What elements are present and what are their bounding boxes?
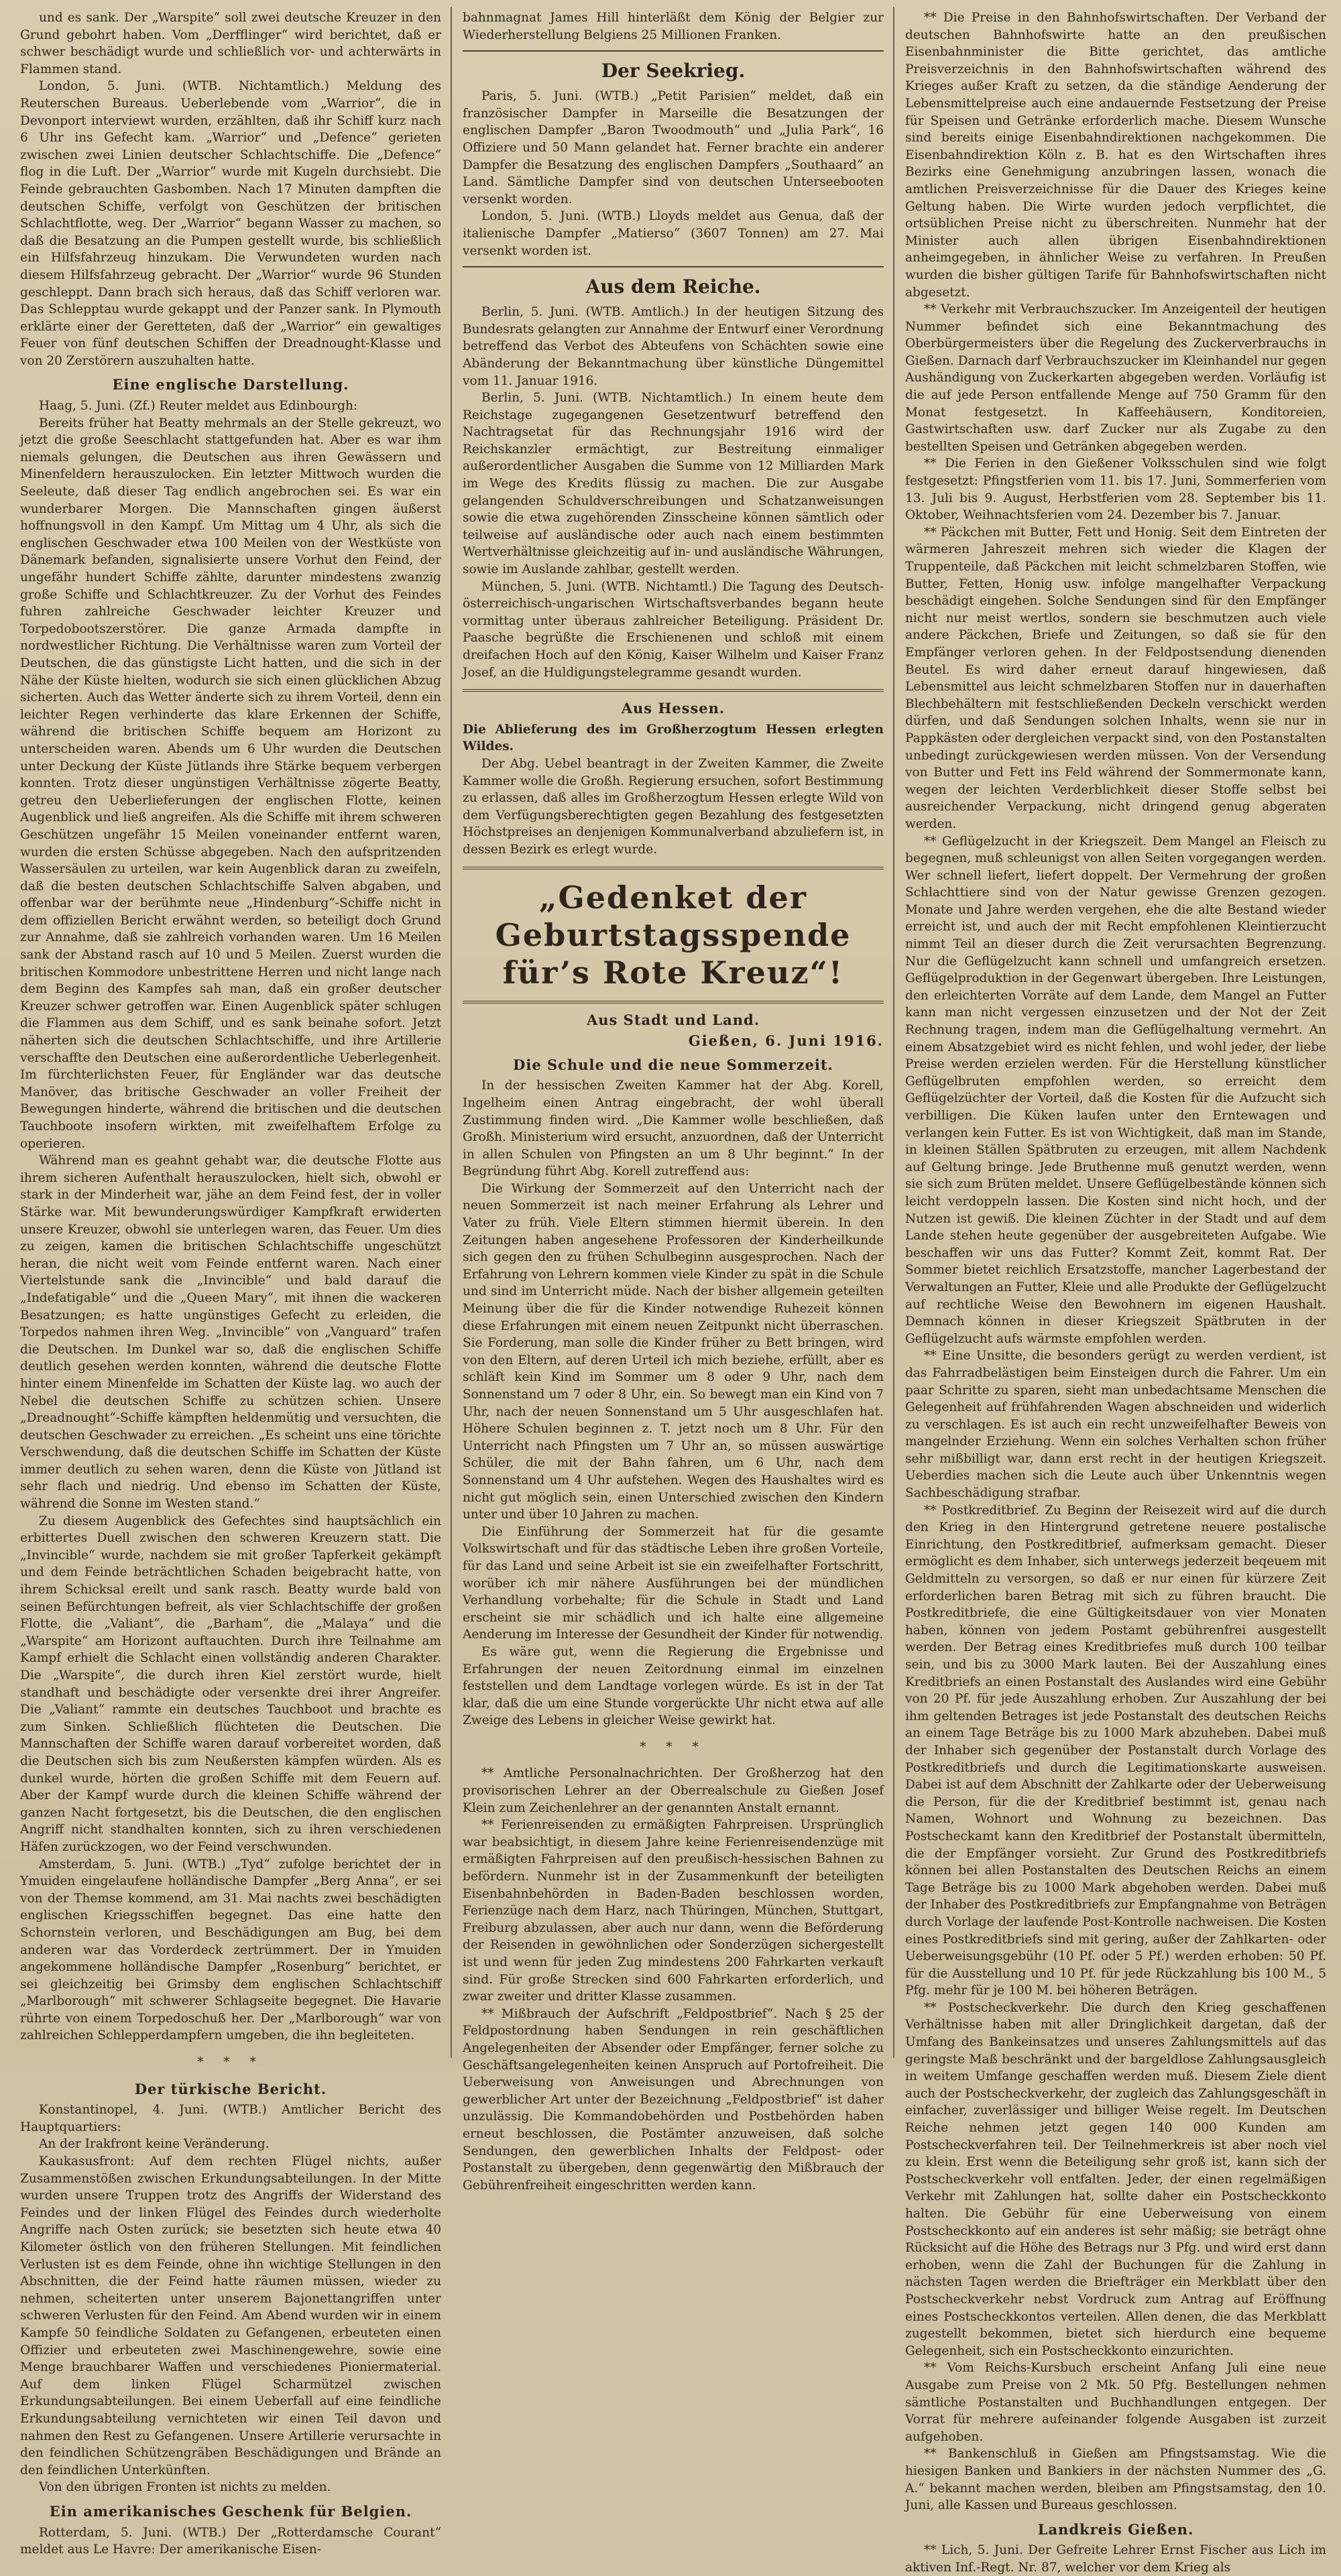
article-paragraph: ** Die Ferien in den Gießener Volksschulen sind wie folgt festgesetzt: Pfingstferien vom 11. bis 17. Juni, Sommerferien vom 13. Juli bis 9. August, Herbstferien vom 28. September bis 11. Oktober, Weihnachtsferien vom 24. Dezember bis 7. Januar. [905,456,1326,523]
article-paragraph: Berlin, 5. Juni. (WTB. Amtlich.) In der heutigen Sitzung des Bundesrats gelangten zur Annahme der Entwurf einer Verordnung betreffend das Verbot des Abteufens von Schächten sowie eine Abänderung der Bekanntmachung über künstliche Düngemittel vom 11. Januar 1916. [463,305,884,388]
double-rule [463,1001,884,1003]
separator-stars: * * * [640,1739,707,1754]
article-paragraph: Während man es geahnt gehabt war, die deutsche Flotte aus ihrem sicheren Aufenthalt herauszulocken, hielt sich, obwohl er stark in der Minderheit war, jähe an dem Feind fest, der in voller Stärke war. Mit bewunderungswürdiger Kampfkraft erwiderten unsere Kreuzer, obwohl sie unterlegen waren, das Feuer. Um dies zu zeigen, kamen die britischen Schlachtschiffe ungeschützt heran, die nicht weit vom Feinde entfernt waren. Nach einer Viertelstunde sank die „Invincible“ und bald darauf die „Indefatigable“ und die „Queen Mary“, mit ihnen die wackeren Besatzungen; es hatte ungünstiges Gefecht zu erleiden, die Torpedos nahmen ihren Weg. „Invincible“ von „Vanguard“ trafen die Deutschen. Im Dunkel war so, daß die englischen Schiffe deutlich gesehen werden konnten, während die deutsche Flotte hinter einem Minenfelde im Schatten der Küste lag. wo auch der Nebel die deutschen Schiffe zu schützen schien. Unsere „Dreadnought“-Schiffe kämpften heldenmütig und versuchten, die deutschen Geschwader zu erreichen. „Es scheint uns eine törichte Verschwendung, daß die deutschen Schiffe im Schatten der Küste immer deutlich zu sehen waren, denn die Küste von Jütland ist sehr flach und niedrig. Und ebenso im Schatten der Küste, während die Sonne im Westen stand.“ [20,1154,441,1512]
article-paragraph: Bereits früher hat Beatty mehrmals an der Stelle gekreuzt, wo jetzt die große Seeschlacht stattgefunden hat. Aber es war ihm niemals gelungen, die Deutschen aus ihren Gewässern und Minenfeldern herauszulocken. Ein letzter Mittwoch wurden die Seeleute, daß dieser Tag endlich angebrochen sei. Es war ein wunderbarer Morgen. Die Mannschaften gingen äußerst hoffnungsvoll in den Kampf. Um Mittag um 4 Uhr, als sich die englischen Geschwader etwa 100 Meilen von der Westküste von Dänemark befanden, signalisierte unsere Vorhut den Feind, der ungefähr hundert Schiffe zählte, darunter mindestens zwanzig große Schiffe und Schlachtkreuzer. Zu der Vorhut des Feindes fuhren zahlreiche Geschwader leichter Kreuzer und Torpedobootszerstörer. Die ganze Armada dampfte in nordwestlicher Richtung. Die Verhältnisse waren zum Vorteil der Deutschen, die das günstigste Licht hatten, und die sich in der Nähe der Küste hielten, wodurch sie sich einen glücklichen Abzug sicherten. Auch das Wetter änderte sich zu ihrem Vorteil, denn ein leichter Regen verhinderte das klare Erkennen der Schiffe, während die britischen Schiffe bequem am Horizont zu unterscheiden waren. Abends um 6 Uhr wurden die Deutschen unter Deckung der Küste Jütlands ihre Stärke bequem verbergen konnten. Trotz dieser ungünstigen Verhältnisse zögerte Beatty, getreu den Ueberlieferungen der englischen Flotte, keinen Augenblick und ließ angreifen. Als die Schiffe mit ihrem schweren Geschützen ungefähr 15 Meilen voneinander entfernt waren, wurden die ersten Schüsse abgegeben. Nach den aufspritzenden Wassersäulen zu urteilen, war kein Augenblick daran zu zweifeln, daß die besten deutschen Schlachtschiffe Salven abgaben, und offenbar war der berühmte neue „Hindenburg“-Schiffe nicht in dem offiziellen Bericht erwähnt werden, so beteiligt doch Grund zur Annahme, daß sie zahlreich vorhanden waren. Um 16 Meilen sank der Abstand rasch auf 10 und 5 Meilen. Zuerst wurden die britischen Kommodore unbestrittene Herren und nicht lange nach dem Beginn des Kampfes sah man, daß ein großer deutscher Kreuzer schwer getroffen war. Einen Augenblick später schlugen die Flammen aus dem Schiff, und es sank beinahe sofort. Jetzt näherten sich die deutschen Schlachtschiffe, und ihre Artillerie verschaffte den Deutschen eine außerordentliche Ueberlegenheit. Im fürchterlichsten Feuer, für Engländer war das deutsche Manöver, das britische Geschwader an voller Freiheit der Bewegungen hinderte, während die britischen und die deutschen Tauchboote insofern wirkten, mit zweifelhaftem Erfolge zu operieren. [20,416,441,1151]
article-paragraph: ** Geflügelzucht in der Kriegszeit. Dem Mangel an Fleisch zu begegnen, muß schleunigst von allen Seiten vorgegangen werden. Wer schnell liefert, liefert doppelt. Der Vermehrung der großen Schlachttiere sind von der Natur gewisse Grenzen gezogen. Monate und Jahre werden vergehen, ehe die alte Bestand wieder erreicht ist, und auch der mit Recht empfohlenen Kleintierzucht nimmt Teil an dieser durch die Zeit verursachten Begrenzung. Nur die Geflügelzucht kann schnell und umfangreich ersetzen. Geflügelproduktion in der Gegenwart übergeben. Ihre Leistungen, den erleichterten Vorräte auf dem Lande, dem Mangel an Futter kann man nicht vergessen einzusetzen und der Not der Zeit Rechnung tragen, indem man die Geflügelhaltung vermehrt. An einem Absatzgebiet wird es nicht fehlen, und wohl jeder, der liebe Preise werden erzielen werden. Für die Herstellung künstlicher Geflügelbruten empfohlen werden, so erreicht dem Geflügelzüchter der Vorteil, daß die Kosten für die Aufzucht sich verbilligen. Die Küken laufen unter den Erntewagen und verlangen kein Futter. Es ist von Wichtigkeit, daß man im Stande, in kleinen Ställen Spätbruten zu erzeugen, mit allem Nachdenk auf Geltung bringe. Jede Bruthenne muß genutzt werden, wenn sie sich zum Brüten meldet. Unsere Geflügelbestände können sich leicht verdoppeln lassen. Die Kosten sind nicht hoch, und der Nutzen ist gewiß. Die kleinen Züchter in der Stadt und auf dem Lande stehen heute gegenüber der ausgebreiteten Aufgabe. Wie beschaffen wir uns das Futter? Kommt Zeit, kommt Rat. Der Sommer bietet reichlich Ersatzstoffe, mancher Lagerbestand der Verwaltungen an Futter, Kleie und alle Produkte der Geflügelzucht auf rechtliche Weise den Bewohnern im eigenen Haushalt. Demnach können in dieser Kriegszeit Spätbruten in der Geflügelzucht aufs wärmste empfohlen werden. [905,834,1326,1346]
section-heading: Die Schule und die neue Sommerzeit. [513,1056,833,1073]
article-paragraph: Es wäre gut, wenn die Regierung die Ergebnisse und Erfahrungen der neuen Zeitordnung einmal im einzelnen feststellen und dem Landtage vorlegen würde. Es ist in der Tat klar, daß die um eine Stunde vorgerückte Uhr nicht etwa auf alle Zweige des Lebens in gleicher Weise gewirkt hat. [463,1644,884,1728]
article-paragraph: In der hessischen Zweiten Kammer hat der Abg. Korell, Ingelheim einen Antrag eingebracht, der wohl überall Zustimmung finden wird. „Die Kammer wolle beschließen, daß Großh. Ministerium wird ersucht, anzuordnen, daß der Unterricht in allen Schulen von Pfingsten an um 8 Uhr beginnt.“ In der Begründung führt Abg. Korell zutreffend aus: [463,1079,884,1179]
article-paragraph: Konstantinopel, 4. Juni. (WTB.) Amtlicher Bericht des Hauptquartiers: [20,2103,441,2134]
section-heading: Landkreis Gießen. [1037,2520,1194,2538]
article-paragraph: Die Ablieferung des im Großherzogtum Hessen erlegten Wildes. [463,722,884,754]
article-paragraph: ** Eine Unsitte, die besonders gerügt zu werden verdient, ist das Fahrradbelästigen beim Einsteigen durch die Fahrer. Um ein paar Schritte zu sparen, sieht man unbedachtsame Menschen die Gelegenheit auf frühfahrenden Wagen abschneiden und widerlich zu verschlagen. Es ist auch ein recht unzweifelhafter Beweis von mangelnder Erziehung. Wenn ein solches Verhalten schon früher sehr mißbilligt war, dann erst recht in der heutigen Kriegszeit. Ueberdies machen sich die Leute auch über Unkenntnis wegen Sachbeschädigung strafbar. [905,1349,1326,1501]
article-paragraph: ** Postkreditbrief. Zu Beginn der Reisezeit wird auf die durch den Krieg in den Hintergrund getretene neuere postalische Einrichtung, den Postkreditbrief, aufmerksam gemacht. Dieser ermöglicht es dem Inhaber, sich unterwegs jederzeit beqeuem mit Geldmitteln zu versorgen, so daß er nur einen für kürzere Zeit erforderlichen baren Betrag mit sich zu führen braucht. Die Postkreditbriefe, die eine Gültigkeitsdauer von vier Monaten haben, können von jedem Postamt gebührenfrei ausgestellt werden. Der Betrag eines Kreditbriefes muß durch 100 teilbar sein, und bis zu 3000 Mark lauten. Bei der Auszahlung eines Kreditbriefs an einen Postanstalt des Auslandes wird eine Gebühr von 20 Pf. für jede Auszahlung erhoben. Zur Auszahlung der bei ihm geltenden Betrages ist jede Postanstalt des deutschen Reichs an einem Tage Beträge bis zu 1000 Mark abzuheben. Dabei muß der Inhaber sich gegenüber der Postanstalt durch Vorlage des Postkreditbriefs und durch die Legitimationskarte ausweisen. Dabei ist auf dem Abschnitt der Zahlkarte oder der Ueberweisung die Person, für die der Kreditbrief bestimmt ist, genau nach Namen, Wohnort und Wohnung zu bezeichnen. Das Postscheckamt kann den Kreditbrief der Postanstalt übermitteln, die der Empfänger vorsieht. Zur Grund des Postkreditbriefs können bei allen Postanstalten des Deutschen Reichs an einem Tage Beträge bis zu 1000 Mark abgehoben werden. Dabei muß der Inhaber des Postkreditbriefs zur Empfangnahme von Beträgen durch Vorlage der laufende Post-Kontrolle nachweisen. Die Kosten eines Postkreditbriefs sind mit gering, außer der Zahlkarten- oder Ueberweisungsgebühr (10 Pf. oder 5 Pf.) werden erhoben: 50 Pf. für die Ausstellung und 10 Pf. für jede Rückzahlung bis 100 M., 5 Pfg. mehr für je 100 M. bei höheren Beträgen. [905,1503,1326,1998]
section-heading: Ein amerikanisches Geschenk für Belgien. [49,2502,412,2520]
double-rule [463,867,884,869]
article-paragraph: bahnmagnat James Hill hinterläßt dem König der Belgier zur Wiederherstellung Belgiens 25 Millionen Franken. [463,11,884,42]
section-title: Der Seekrieg. [601,60,746,82]
double-rule [463,689,884,692]
column-rule [893,7,894,2058]
article-paragraph: ** Postscheckverkehr. Die durch den Krieg geschaffenen Verhältnisse haben mit aller Dringlichkeit dargetan, daß der Umfang des Bankeinsatzes und unseres Zahlungsmittels auf das geringste Maß beschränkt und der bargeldlose Zahlungsausgleich in weitem Umfange geschaffen werden muß. Diesem Ziele dient auch der Postscheckverkehr, der zugleich das Zahlungsgeschäft in einfacher, zuverlässiger und billiger Weise regelt. Im Deutschen Reiche nehmen jetzt gegen 140 000 Kunden am Postscheckverfahren teil. Der Teilnehmerkreis ist aber noch viel zu klein. Erst wenn die Beteiligung sehr groß ist, kann sich der Postscheckverkehr voll entfalten. Jeder, der einen regelmäßigen Verkehr mit Zahlungen hat, sollte daher ein Postscheckkonto halten. Die Gebühr für eine Ueberweisung von einem Postscheckkonto auf ein anderes ist sehr mäßig; sie beträgt ohne Rücksicht auf die Höhe des Betrags nur 3 Pfg. und wird erst dann erhoben, wenn die Zahl der Buchungen für die Zahlung in nächsten Tagen werden die Briefträger ein Merkblatt über den Postscheckverkehr nebst Vordruck zum Antrag auf Eröffnung eines Postscheckkontos verteilen. Allen denen, die das Merkblatt zugestellt bekommen, bietet sich hierdurch eine bequeme Gelegenheit, sich ein Postscheckkonto einzurichten. [905,2000,1326,2358]
article-paragraph: Rotterdam, 5. Juni. (WTB.) Der „Rotterdamsche Courant“ meldet aus Le Havre: Der amerikanische Eisen- [20,2525,441,2557]
article-paragraph: und es sank. Der „Warspite“ soll zwei deutsche Kreuzer in den Grund gebohrt haben. Vom „Derfflinger“ wird berichtet, daß er schwer beschädigt wurde und schließlich vor- und achterwärts in Flammen stand. [20,11,441,76]
section-heading: Eine englische Darstellung. [112,376,349,393]
article-paragraph: ** Mißbrauch der Aufschrift „Feldpostbrief“. Nach § 25 der Feldpostordnung haben Sendungen in rein geschäftlichen Angelegenheiten der Absender oder Empfänger, ferner solche zu Geschäftsangelegenheiten keinen Anspruch auf Portofreiheit. Die Ueberweisung von Anweisungen und Abrechnungen von gewerblicher Art unter der Bezeichnung „Feldpostbrief“ ist daher unzulässig. Die Kommandobehörden und Postbehörden haben erneut beschlossen, die Postämter anzuweisen, daß solche Sendungen, den gewerblichen Inhalts der Feldpost- oder Postanstalt zu übergeben, denn gegenwärtig den Mißbrauch der Gebührenfreiheit eingeschritten werden kann. [463,2006,884,2193]
article-paragraph: ** Amtliche Personalnachrichten. Der Großherzog hat den provisorischen Lehrer an der Oberrealschule zu Gießen Josef Klein zum Zeichenlehrer an der genannten Anstalt ernannt. [463,1766,884,1815]
column-left [20,9,441,2557]
separator-stars: * * * [197,2055,264,2070]
article-paragraph: ** Lich, 5. Juni. Der Gefreite Lehrer Ernst Fischer aus Lich im aktiven Inf.-Regt. Nr. 87, welcher vor dem Krieg als [905,2543,1326,2575]
article-paragraph: Die Einführung der Sommerzeit hat für die gesamte Volkswirtschaft und für das städtische Leben ihre großen Vorteile, für das Land und seine Arbeit ist sie ein zweifelhafter Fortschritt, worüber ich mir nähere Ausführungen bei der mündlichen Verhandlung vorbehalte; für die Schule in Stadt und Land erscheint sie mir schädlich und ich halte eine allgemeine Aenderung im Interesse der Gesundheit der Kinder für notwendig. [463,1524,884,1642]
article-paragraph: ** Die Preise in den Bahnhofswirtschaften. Der Verband der deutschen Bahnhofswirte hatte an den preußischen Eisenbahnminister die Bitte gerichtet, das amtliche Preisverzeichnis in den Bahnhofswirtschaften während des Krieges außer Kraft zu setzen, da die ständige Aenderung der Lebensmittelpreise auch eine andauernde Festsetzung der Preise für Speisen und Getränke erforderlich mache. Diesem Wunsche sind bereits einige Eisenbahndirektionen nachgekommen. Die Eisenbahndirektion Köln z. B. hat es den Wirtschaften ihres Bezirks eine Genehmigung anzubringen lassen, wonach die amtlichen Preisverzeichnisse für die Dauer des Krieges keine Geltung haben. Die Wirte wurden jedoch verpflichtet, die ortsüblichen Preise nicht zu überschreiten. Nunmehr hat der Minister auch allen übrigen Eisenbahndirektionen anheimgegeben, in ähnlicher Weise zu verfahren. In Preußen wurden die bisher gültigen Tarife für Bahnhofswirtschaften nicht abgesetzt. [905,11,1326,300]
article-paragraph: London, 5. Juni. (WTB.) Lloyds meldet aus Genua, daß der italienische Dampfer „Matierso“ (3607 Tonnen) am 27. Mai versenkt worden ist. [463,209,884,258]
article-paragraph: Die Wirkung der Sommerzeit auf den Unterricht nach der neuen Sommerzeit ist nach meiner Erfahrung als Lehrer und Vater zu früh. Viele Eltern stimmen hiermit überein. In den Zeitungen haben angesehene Professoren der Kinderheilkunde sich gegen den zu frühen Schulbeginn ausgesprochen. Nach der Erfahrung von Lehrern kommen viele Kinder zu spät in die Schule und sind im Unterricht müde. Nach der bisher allgemein geteilten Meinung über die für die Kinder notwendige Ruhezeit können diese Erfahrungen mit einem neuen Zeitpunkt nicht überraschen. Sie Forderung, man solle die Kinder früher zu Bett bringen, wird von den Eltern, auf deren Urteil ich mich beziehe, erfüllt, aber es schläft kein Kind im Sommer um 8 oder 9 Uhr, nach dem Sonnenstand um 7 oder 8 Uhr, ein. So bewegt man ein Kind von 7 Uhr, nach der neuen Sonnenstand um 5 Uhr ausgeschlafen hat. Höhere Schulen beginnen z. T. jetzt noch um 8 Uhr. Für den Unterricht nach Pfingsten um 7 Uhr an, so müssen auswärtige Schüler, die mit der Bahn fahren, um 6 Uhr, nach dem Sonnenstand um 4 Uhr aufstehen. Wegen des Haushaltes wird es nicht gut möglich sein, einen Unterschied zwischen den Kindern unter und über 10 Jahren zu machen. [463,1181,884,1522]
article-paragraph: Haag, 5. Juni. (Zf.) Reuter meldet aus Edinbourgh: [39,399,358,414]
article-paragraph: Amsterdam, 5. Juni. (WTB.) „Tyd“ zufolge berichtet der in Ymuiden eingelaufene holländische Dampfer „Berg Anna“, er sei von der Themse kommend, am 31. Mai nachts zwei beschädigten englischen Kriegsschiffen begegnet. Das eine hatte den Schornstein verloren, und Beschädigungen am Bug, bei dem anderen war das Vorderdeck zertrümmert. Der in Ymuiden angekommene holländische Dampfer „Rosenburg“ berichtet, er sei gleichzeitig bei Grimsby dem englischen Schlachtschiff „Marlborough“ mit schwerer Schlagseite begegnet. Die Havarie rührte von einem Torpedoschuß her. Der „Marlborough“ war von zahlreichen Schlepperdampfern umgeben, die ihn begleiteten. [20,1857,441,2043]
article-paragraph: ** Ferienreisenden zu ermäßigten Fahrpreisen. Ursprünglich war beabsichtigt, in diesem Jahre keine Ferienreisendenzüge mit ermäßigten Fahrpreisen auf den preußisch-hessischen Bahnen zu befördern. Nunmehr ist in der Zusammenkunft der beteiligten Eisenbahnbehörden in Baden-Baden beschlossen worden, Ferienzüge nach dem Harz, nach Thüringen, München, Stuttgart, Freiburg abzulassen, aber auch nur dann, wenn die Beförderung der Reisenden in gewöhnlichen oder Sonderzügen sichergestellt ist und wenn für jeden Zug mindestens 200 Fahrkarten verkauft sind. Für große Strecken sind 600 Fahrkarten erforderlich, und zwar zweiter und dritter Klasse zusammen. [463,1818,884,2004]
dateline: Gießen, 6. Juni 1916. [688,1032,884,1050]
article-paragraph: London, 5. Juni. (WTB. Nichtamtlich.) Meldung des Reuterschen Bureaus. Ueberlebende vom „Warrior“, die in Devonport interviewt wurden, erzählten, daß ihr Schiff kurz nach 6 Uhr ins Gefecht kam. „Warrior“ und „Defence“ gerieten zwischen zwei Linien deutscher Schlachtschiffe. Die „Defence“ flog in die Luft. Der „Warrior“ wurde mit Kugeln durchsiebt. Die Feinde gebrauchten Gasbomben. Nach 17 Minuten dampften die deutschen Schiffe, verfolgt von Geschützen der britischen Schlachtflotte, weg. Der „Warrior“ begann Wasser zu machen, so daß die Besatzung an die Pumpen gestellt wurde, bis schließlich ein Hilfsfahrzeug hinzukam. Die Verwundeten wurden nach diesem Hilfsfahrzeug gebracht. Der „Warrior“ wurde 96 Stunden geschleppt. Dann brach sich heraus, daß das Schiff verloren war. Das Schlepptau wurde gekappt und der Panzer sank. In Plymouth erklärte einer der Geretteten, daß der „Warrior“ ein gewaltiges Feuer von fünf deutschen Schiffen der Dreadnought-Klasse und von 20 Zerstörern auszuhalten hatte. [20,79,441,368]
column-right [905,9,1326,2575]
article-paragraph: Kaukasusfront: Auf dem rechten Flügel nichts, außer Zusammenstößen zwischen Erkundungsabteilungen. In der Mitte wurden unsere Truppen trotz des Angriffs der Widerstand des Feindes und der linken Flügel des Feindes durch wiederholte Angriffe nach Osten zurück; sie besetzten sich heute etwa 40 Kilometer östlich von den früheren Stellungen. Mit feindlichen Verlusten ist es dem Feinde, ohne ihn wichtige Stellungen in den Abschnitten, die der Feind hatte räumen müssen, wieder zu nehmen, scheiterten unter unserem Bajonettangriffen unter schweren Verlusten für den Feind. Am Abend wurden wir in einem Kampfe 50 feindliche Soldaten zu Gefangenen, erbeuteten einen Offizier und erbeuteten zwei Maschinengewehre, sowie eine Menge brauchbarer Waffen und verschiedenes Pioniermaterial. Auf dem linken Flügel Scharmützel zwischen Erkundungsabteilungen. Bei einem Ueberfall auf eine feindliche Erkundungsabteilung vernichteten wir einen Teil davon und nahmen den Rest zu Gefangenen. Unsere Artillerie verursachte in den feindlichen Schützengräben Beschädigungen und Brände an den feindlichen Unterkünften. [20,2154,441,2477]
article-paragraph: München, 5. Juni. (WTB. Nichtamtl.) Die Tagung des Deutsch-österreichisch-ungarischen Wirtschaftsverbandes begann heute vormittag unter überaus zahlreicher Beteiligung. Präsident Dr. Paasche begrüßte die Erschienenen und schloß mit einem dreifachen Hoch auf den König, Kaiser Wilhelm und Kaiser Franz Josef, an die Huldigungstelegramme gesandt wurden. [463,579,884,680]
article-paragraph: ** Vom Reichs-Kursbuch erscheint Anfang Juli eine neue Ausgabe zum Preise von 2 Mk. 50 Pfg. Bestellungen nehmen sämtliche Postanstalten und Buchhandlungen entgegen. Der Vorrat für mehrere aufeinander folgende Ausgaben ist zurzeit aufgehoben. [905,2361,1326,2444]
article-paragraph: ** Verkehr mit Verbrauchszucker. Im Anzeigenteil der heutigen Nummer befindet sich eine Bekanntmachung des Oberbürgermeisters über die Regelung des Zuckerverbrauchs in Gießen. Darnach darf Verbrauchszucker im Kleinhandel nur gegen Aushändigung von Zuckerkarten abgegeben werden. Vorläufig ist die auf jede Person entfallende Menge auf 750 Gramm für den Monat festgesetzt. In Kaffeehäusern, Konditoreien, Gastwirtschaften usw. darf Zucker nur als Zugabe zu den bestellten Speisen und Getränken abgegeben werden. [905,302,1326,454]
horizontal-rule [463,50,884,52]
article-paragraph: ** Päckchen mit Butter, Fett und Honig. Seit dem Eintreten der wärmeren Jahreszeit mehren sich wieder die Klagen der Truppenteile, daß Päckchen mit leicht schmelzbaren Stoffen, wie Butter, Fetten, Honig usw. infolge mangelhafter Verpackung beschädigt eingehen. Solche Sendungen sind für den Empfänger nicht nur meist wertlos, sondern sie beschmutzen auch viele andere Päckchen, Briefe und Zeitungen, so daß sie für den Empfänger verloren gehen. In der Feldpostsendung dienenden Beutel. Es wird daher erneut darauf hingewiesen, daß Lebensmittel aus leicht schmelzbaren Stoffen nur in dauerhaften Blechbehältern mit festschließenden Deckeln verschickt werden dürfen, und daß Sendungen solchen Inhalts, wenn sie nur in Pappkästen oder dergleichen verpackt sind, von den Postanstalten unbedingt zurückgewiesen werden müssen. Von der Versendung von Butter und Fett ins Feld während der Sommermonate kann, wegen der leichten Verderblichkeit dieser Stoffe selbst bei ausreichender Verpackung, nicht dringend genug abgeraten werden. [905,525,1326,831]
article-paragraph: Zu diesem Augenblick des Gefechtes sind hauptsächlich ein erbittertes Duell zwischen den schweren Kreuzern statt. Die „Invincible“ wurde, nachdem sie mit großer Tapferkeit gekämpft und dem Feinde beträchtlichen Schaden beigebracht hatte, von ihrem Schicksal ereilt und sank rasch. Beatty wurde bald von seinen Befürchtungen befreit, als vier Schlachtschiffe der großen Flotte, die „Valiant“, die „Barham“, die „Malaya“ und die „Warspite“ am Horizont auftauchten. Durch ihre Teilnahme am Kampf erhielt die Schlacht einen vollständig anderen Charakter. Die „Warspite“, die durch ihren Kiel zerstört wurde, hielt standhaft und beschädigte oder versenkte drei ihrer Angreifer. Die „Valiant“ rammte ein deutsches Tauchboot und brachte es zum Sinken. Schließlich flüchteten die Deutschen. Die Mannschaften der Schiffe waren darauf vorbereitet worden, daß die Deutschen sich bis zum Neußersten kämpfen würden. Als es dunkel wurde, hörten die großen Schiffe mit dem Feuern auf. Aber der Kampf wurde durch die kleinen Schiffe während der ganzen Nacht fortgesetzt, bis die Deutschen, die den englischen Angriff nicht standhalten konnten, sich zu ihren verschiedenen Häfen zurückzogen, wo der Feind verschwunden. [20,1514,441,1854]
column-rule [451,7,452,2058]
column-middle [463,9,884,2193]
section-title: Aus dem Reiche. [585,275,761,298]
article-paragraph: Von den übrigen Fronten ist nichts zu melden. [39,2480,331,2495]
section-heading: Aus Stadt und Land. [586,1011,760,1028]
article-paragraph: ** Bankenschluß in Gießen am Pfingstsamstag. Wie die hiesigen Banken und Bankiers in der nächsten Nummer des „G. A.“ bekannt machen werden, bleiben am Pfingstsamstag, den 10. Juni, alle Kassen und Bureaus geschlossen. [905,2447,1326,2513]
article-paragraph: Paris, 5. Juni. (WTB.) „Petit Parisien“ meldet, daß ein französischer Dampfer in Marseille die Besatzungen der englischen Dampfer „Baron Twoodmouth“ und „Julia Park“, 16 Offiziere und 50 Mann gelandet hat. Ferner brachte ein anderer Dampfer die Besatzung des englischen Dampfers „Southaard“ an Land. Sämtliche Dampfer sind von deutschen Unterseebooten versenkt worden. [463,89,884,206]
article-paragraph: Der Abg. Uebel beantragt in der Zweiten Kammer, die Zweite Kammer wolle die Großh. Regierung ersuchen, sofort Bestimmung zu erlassen, daß alles im Großherzogtum Hessen erlegte Wild von dem Verfügungsberechtigten gegen Bezahlung des festgesetzten Höchstpreises an denjenigen Kommunalverband abzuliefern ist, in dessen Bezirk es erlegt wurde. [463,756,884,857]
section-heading: Der türkische Bericht. [134,2080,327,2097]
section-heading: Aus Hessen. [621,700,725,717]
article-paragraph: Berlin, 5. Juni. (WTB. Nichtamtlich.) In einem heute dem Reichstage zugegangenen Gesetzentwurf betreffend den Nachtragsetat für das Rechnungsjahr 1916 wird der Reichskanzler ermächtigt, zur Bestreitung einmaliger außerordentlicher Ausgaben die Summe von 12 Milliarden Mark im Wege des Kredits flüssig zu machen. Die zur Ausgabe gelangenden Schuldverschreibungen und Schatzanweisungen sowie die etwa zugehörenden Zinsscheine können sämtlich oder teilweise auf ausländische oder auch nach einem bestimmten Wertverhältnisse gleichzeitig auf in- und ausländische Währungen, sowie im Auslande zahlbar, gestellt werden. [463,391,884,577]
horizontal-rule [463,266,884,267]
article-paragraph: An der Irakfront keine Veränderung. [39,2137,270,2152]
appeal-banner: „Gedenket der Geburtstagsspende für’s Rote Kreuz“! [495,879,852,991]
